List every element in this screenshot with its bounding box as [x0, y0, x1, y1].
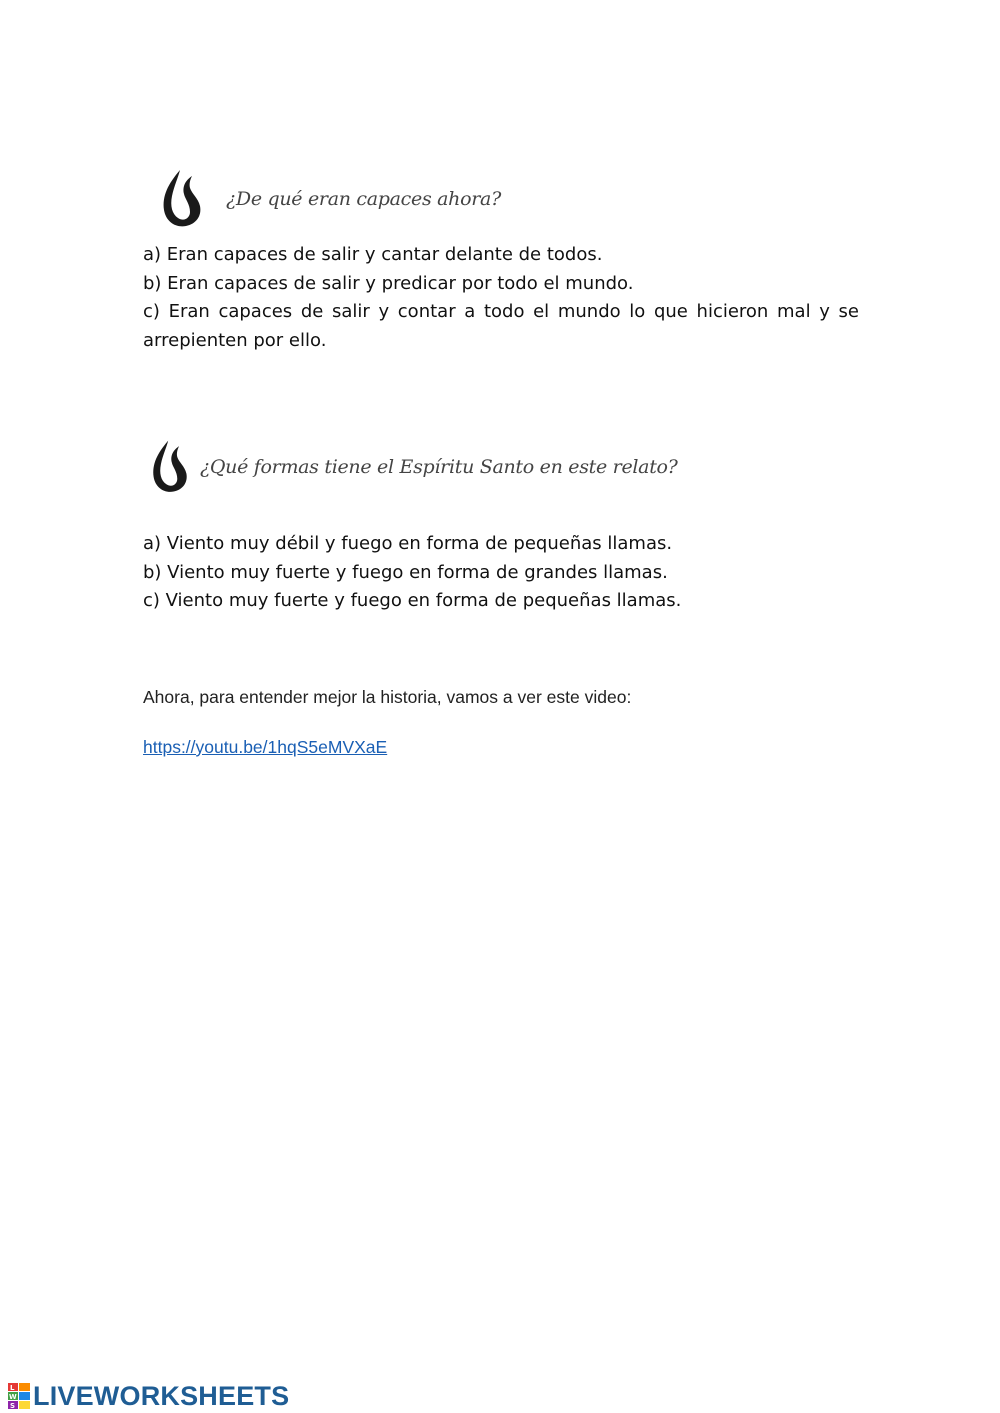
answer-option-a[interactable]: a) Eran capaces de salir y cantar delante de todos.	[143, 244, 603, 265]
video-link[interactable]: https://youtu.be/1hqS5eMVXaE	[143, 737, 388, 757]
question-title: ¿De qué eran capaces ahora?	[226, 188, 501, 210]
question-title: ¿Qué formas tiene el Espíritu Santo en este relato?	[200, 456, 678, 478]
answer-option-b[interactable]: b) Viento muy fuerte y fuego en forma de grandes llamas.	[143, 561, 668, 583]
brand-name: LIVEWORKSHEETS	[33, 1381, 290, 1411]
logo-letter-l: L	[10, 1384, 15, 1392]
flame-icon	[160, 168, 204, 230]
logo-letter-w: W	[9, 1393, 17, 1401]
answer-option-c[interactable]: c) Viento muy fuerte y fuego en forma de pequeñas llamas.	[143, 590, 682, 611]
question-1-header	[160, 168, 501, 230]
question-1-options	[143, 241, 859, 355]
liveworksheets-logo-icon	[8, 1383, 30, 1409]
answer-option-a[interactable]: a) Viento muy débil y fuego en forma de pequeñas llamas.	[143, 533, 673, 554]
question-2-header	[150, 438, 678, 496]
flame-icon	[150, 438, 190, 496]
video-intro-text: Ahora, para entender mejor la historia, vamos a ver este video:	[143, 687, 632, 707]
logo-letter-s: S	[10, 1402, 16, 1409]
answer-option-c[interactable]: c) Eran capaces de salir y contar a todo el mundo lo que hicieron mal y se arrepienten por ello.	[143, 301, 859, 351]
liveworksheets-brand[interactable]	[8, 1381, 289, 1411]
question-2-options	[143, 530, 859, 616]
answer-option-b[interactable]: b) Eran capaces de salir y predicar por todo el mundo.	[143, 272, 634, 294]
